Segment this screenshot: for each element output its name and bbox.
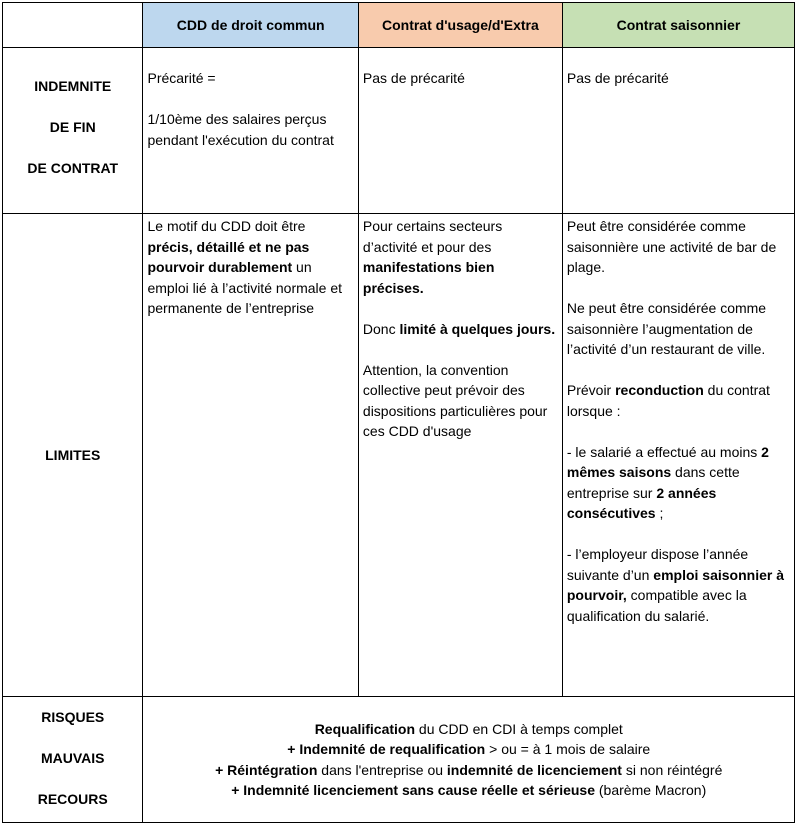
- limites-saisonnier-p3-bold-1: reconduction: [615, 382, 704, 398]
- indemnite-usage-cell: Pas de précarité: [358, 48, 562, 214]
- limites-usage-text-1: Pour certains secteurs d’activité et pour des: [362, 218, 503, 255]
- limites-saisonnier-cell: [562, 214, 794, 697]
- indemnite-saisonnier-cell: Pas de précarité: [562, 48, 794, 214]
- limites-usage-bold-2: limité à quelques jours.: [399, 320, 556, 337]
- limites-saisonnier-p5-bold-1: emploi saisonnier à pourvoir,: [566, 566, 784, 603]
- risques-line-2: [147, 739, 790, 760]
- risques-line-3: [147, 760, 790, 781]
- limites-usage-cell: [358, 214, 562, 697]
- limites-usage-p3: Attention, la convention collective peut prévoir des dispositions particulières pour ces CDD d'usage: [362, 361, 548, 439]
- risques-line-3-bold-2: indemnité de licenciement: [446, 761, 622, 778]
- limites-saisonnier-p5-text-1: - l’employeur dispose l’année suivante d’un: [566, 546, 749, 583]
- limites-saisonnier-p5: [567, 544, 790, 626]
- header-blank-cell: [3, 3, 143, 48]
- risques-line-1: [147, 719, 790, 740]
- risques-line-3-text-1: dans l'entreprise ou: [317, 761, 447, 778]
- indemnite-row: [3, 48, 795, 214]
- limites-saisonnier-p4-text-2: dans cette entreprise sur: [566, 464, 740, 501]
- risques-line-1-bold: Requalification: [314, 720, 416, 737]
- header-contrat-usage: Contrat d'usage/d'Extra: [358, 3, 562, 48]
- risques-content-cell: [143, 697, 795, 823]
- limites-saisonnier-p2: Ne peut être considérée comme saisonnière l’augmentation de l’activité d’un restaurant de ville.: [566, 300, 767, 357]
- risques-label-line-1: RISQUES: [41, 709, 105, 725]
- limites-usage-text-2: Donc: [362, 320, 400, 337]
- risques-row: [3, 697, 795, 823]
- limites-usage-bold-1: manifestations bien précises.: [362, 259, 495, 296]
- risques-line-3-text-2: si non réintégré: [621, 761, 723, 778]
- indemnite-cdd-line-2: 1/10ème des salaires perçus pendant l'exécution du contrat: [147, 111, 334, 148]
- risques-label-line-3: RECOURS: [37, 791, 108, 807]
- risques-line-4-text: (barème Macron): [595, 782, 707, 798]
- indemnite-cdd-line-1: Précarité =: [147, 70, 216, 86]
- limites-saisonnier-p5-text-2: compatible avec la qualification du salarié.: [566, 587, 747, 624]
- limites-cdd-bold-1: précis, détaillé et ne pas pourvoir durablement: [147, 238, 310, 275]
- limites-saisonnier-p4-text-3: ;: [655, 505, 664, 521]
- indemnite-label-line-2: DE FIN: [49, 119, 96, 135]
- risques-line-4-bold: + Indemnité licenciement sans cause réelle et sérieuse: [231, 782, 595, 798]
- limites-saisonnier-p3-text-2: du contrat lorsque :: [566, 382, 770, 419]
- limites-saisonnier-p3-text-1: Prévoir: [566, 382, 616, 398]
- risques-label-line-2: MAUVAIS: [40, 750, 105, 766]
- limites-cdd-text: [147, 216, 353, 319]
- indemnite-cdd-cell: [143, 48, 358, 214]
- risques-line-2-bold: + Indemnité de requalification: [287, 741, 486, 757]
- limites-row-label: LIMITES: [3, 214, 143, 697]
- limites-cdd-text-1: Le motif du CDD doit être: [147, 218, 306, 234]
- header-cdd-droit-commun: CDD de droit commun: [143, 3, 358, 48]
- limites-cdd-text-2: un emploi lié à l’activité normale et permanente de l’entreprise: [147, 259, 343, 316]
- limites-saisonnier-p4-text-1: - le salarié a effectué au moins: [566, 443, 762, 460]
- limites-usage-p2: [363, 319, 558, 340]
- risques-row-label: [3, 697, 143, 823]
- risques-line-2-text: > ou = à 1 mois de salaire: [485, 741, 651, 757]
- limites-saisonnier-p3: [567, 380, 790, 421]
- risques-line-4: [147, 780, 790, 801]
- limites-saisonnier-p4-bold-2: 2 années consécutives: [566, 484, 717, 521]
- indemnite-label-line-1: INDEMNITE: [34, 78, 112, 94]
- limites-saisonnier-p4-bold-1: 2 mêmes saisons: [566, 443, 769, 480]
- header-contrat-saisonnier: Contrat saisonnier: [562, 3, 794, 48]
- limites-saisonnier-p4: [567, 442, 790, 524]
- limites-usage-p1: [363, 216, 558, 298]
- header-row: [3, 3, 795, 48]
- risques-line-1-text: du CDD en CDI à temps complet: [415, 720, 623, 737]
- limites-row: [3, 214, 795, 697]
- indemnite-label-line-3: DE CONTRAT: [27, 160, 119, 176]
- contract-comparison-table: [2, 2, 795, 823]
- limites-cdd-cell: [143, 214, 358, 697]
- indemnite-row-label: [3, 48, 143, 214]
- risques-line-3-bold-1: + Réintégration: [215, 761, 318, 778]
- limites-saisonnier-p1: Peut être considérée comme saisonnière une activité de bar de plage.: [566, 218, 777, 275]
